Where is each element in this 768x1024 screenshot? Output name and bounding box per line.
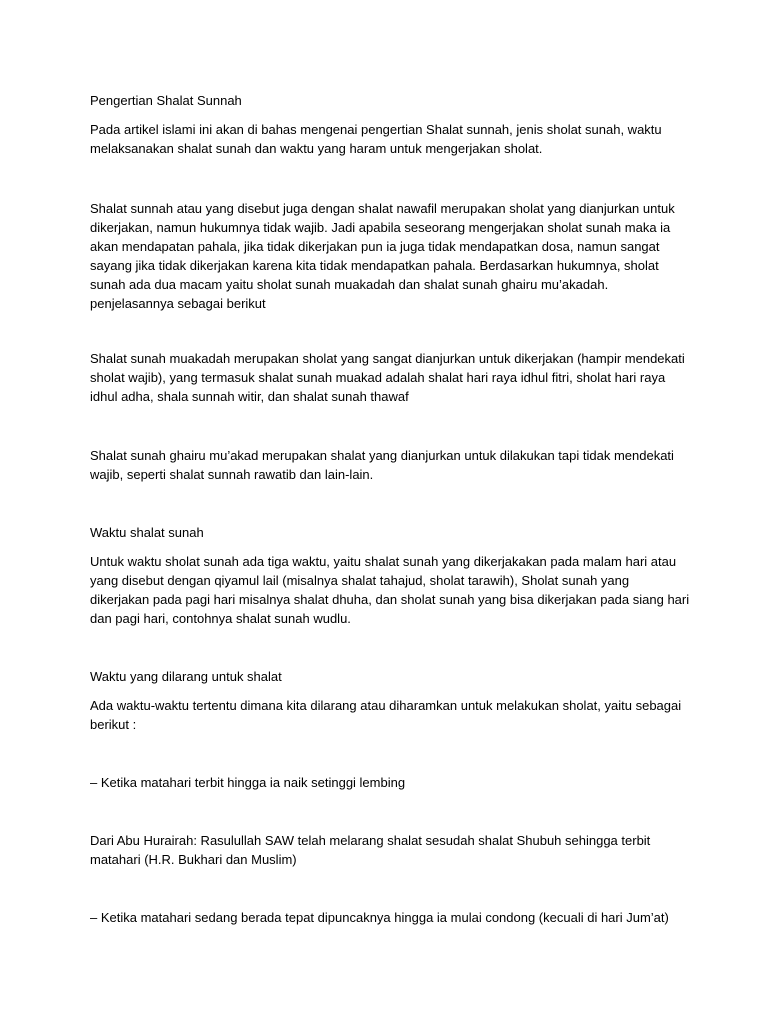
heading-waktu-shalat-sunah: Waktu shalat sunah — [90, 525, 204, 540]
heading-waktu-dilarang: Waktu yang dilarang untuk shalat — [90, 669, 282, 684]
list-item-terbit: – Ketika matahari terbit hingga ia naik setinggi lembing — [90, 775, 406, 790]
list-item-puncak: – Ketika matahari sedang berada tepat dipuncaknya hingga ia mulai condong (kecuali di hari Jum’at) — [90, 910, 669, 925]
paragraph-hadith: Dari Abu Hurairah: Rasulullah SAW telah melarang shalat sesudah shalat Shubuh sehingga terbit matahari (H.R. Bukhari dan Muslim) — [90, 833, 651, 867]
paragraph-ghairu-muakad: Shalat sunah ghairu mu’akad merupakan shalat yang dianjurkan untuk dilakukan tapi tidak mendekati wajib, seperti shalat sunnah rawatib dan lain-lain. — [90, 448, 674, 482]
paragraph-intro: Pada artikel islami ini akan di bahas mengenai pengertian Shalat sunnah, jenis sholat sunah, waktu melaksanakan shalat sunah dan waktu yang haram untuk mengerjakan sholat. — [90, 122, 662, 156]
paragraph-definition: Shalat sunnah atau yang disebut juga dengan shalat nawafil merupakan sholat yang dianjurkan untuk dikerjakan, namun hukumnya tidak wajib. Jadi apabila seseorang mengerjakan sholat sunah maka ia akan mendapatan pahala, jika tidak dikerjakan pun ia juga tidak mendapatkan dosa, namun sangat sayang jika tidak dikerjakan karena kita tidak mendapatkan pahala. Berdasarkan hukumnya, sholat sunah ada dua macam yaitu sholat sunah muakadah dan shalat sunah ghairu mu’akadah. penjelasannya sebagai berikut — [90, 201, 675, 311]
paragraph-waktu-dilarang: Ada waktu-waktu tertentu dimana kita dilarang atau diharamkan untuk melakukan sholat, yaitu sebagai berikut : — [90, 698, 682, 732]
paragraph-waktu: Untuk waktu sholat sunah ada tiga waktu, yaitu shalat sunah yang dikerjakakan pada malam hari atau yang disebut dengan qiyamul lail (misalnya shalat tahajud, sholat tarawih), Sholat sunah yang dikerjakan pada pagi hari misalnya shalat dhuha, dan sholat sunah yang bisa dikerjakan pada siang hari dan pagi hari, contohnya shalat sunah wudlu. — [90, 554, 690, 626]
heading-pengertian-shalat-sunnah: Pengertian Shalat Sunnah — [90, 93, 242, 108]
paragraph-muakadah: Shalat sunah muakadah merupakan sholat yang sangat dianjurkan untuk dikerjakan (hampir mendekati sholat wajib), yang termasuk shalat sunah muakad adalah shalat hari raya idhul fitri, sholat hari raya idhul adha, shala sunnah witir, dan shalat sunah thawaf — [90, 351, 685, 404]
